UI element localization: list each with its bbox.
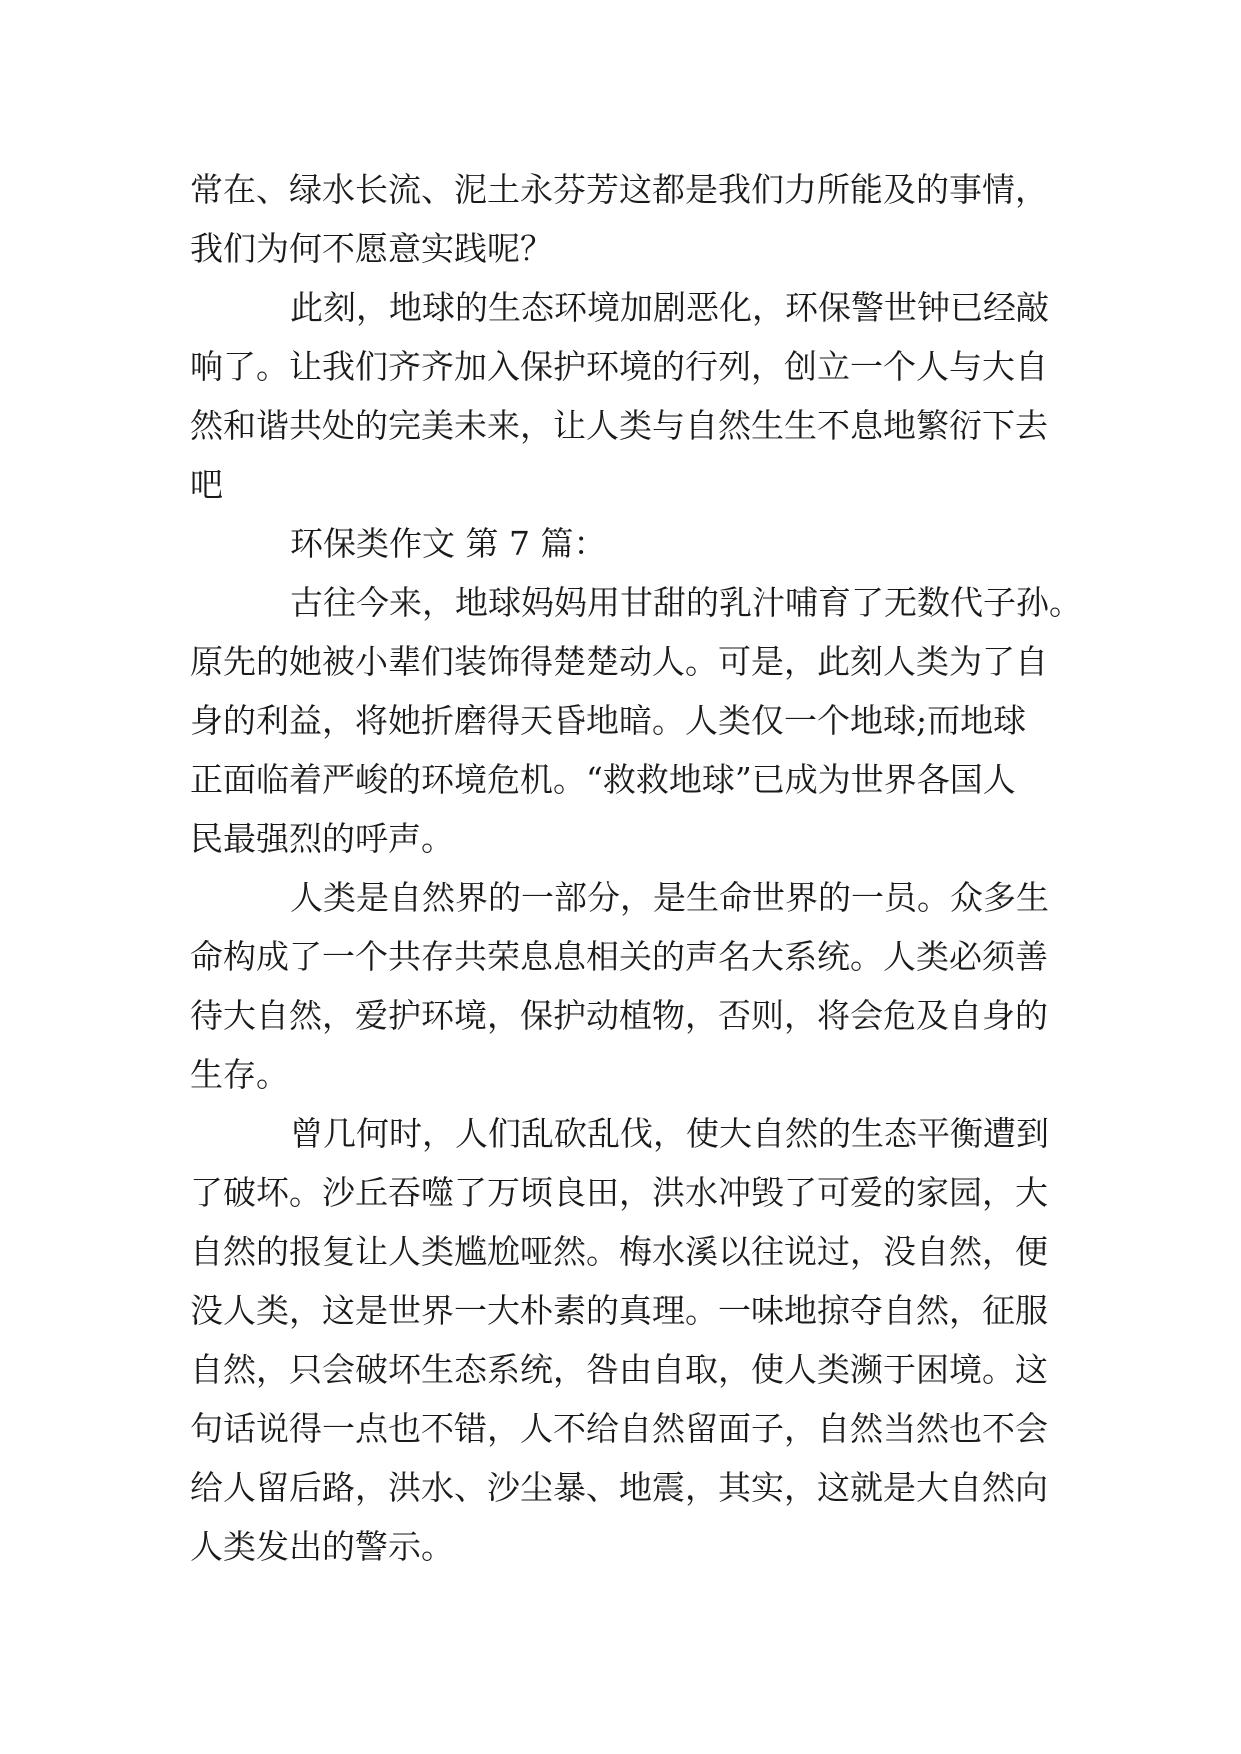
text-line: 吧 — [190, 465, 223, 504]
text-line: 了破坏。沙丘吞噬了万顷良田，洪水冲毁了可爱的家园，大 — [190, 1173, 1048, 1212]
text-line: 民最强烈的呼声。 — [190, 819, 454, 858]
text-line: 身的利益，将她折磨得天昏地暗。人类仅一个地球;而地球 — [190, 701, 1027, 740]
essay-text — [190, 160, 1082, 1576]
text-line: 给人留后路，洪水、沙尘暴、地震，其实，这就是大自然向 — [190, 1468, 1048, 1507]
text-line: 正面临着严峻的环境危机。“救救地球”已成为世界各国人 — [190, 760, 1016, 799]
paragraph-start-line: 人类是自然界的一部分，是生命世界的一员。众多生 — [290, 878, 1049, 917]
paragraph-start-line: 此刻，地球的生态环境加剧恶化，环保警世钟已经敲 — [290, 288, 1049, 327]
text-line: 常在、绿水长流、泥土永芬芳这都是我们力所能及的事情， — [190, 170, 1048, 209]
paragraph-start-line: 古往今来，地球妈妈用甘甜的乳汁哺育了无数代子孙。 — [290, 583, 1082, 622]
text-line: 句话说得一点也不错，人不给自然留面子，自然当然也不会 — [190, 1409, 1048, 1448]
paragraph-start-line: 曾几何时，人们乱砍乱伐，使大自然的生态平衡遭到 — [290, 1114, 1049, 1153]
text-line: 自然的报复让人类尴尬哑然。梅水溪以往说过，没自然，便 — [190, 1232, 1048, 1271]
text-line: 待大自然，爱护环境，保护动植物，否则，将会危及自身的 — [190, 996, 1048, 1035]
text-line: 生存。 — [190, 1055, 289, 1094]
text-line: 自然，只会破坏生态系统，咎由自取，使人类濒于困境。这 — [190, 1350, 1048, 1389]
text-line: 然和谐共处的完美未来，让人类与自然生生不息地繁衍下去 — [190, 406, 1048, 445]
section-heading: 环保类作文 第 7 篇： — [290, 524, 607, 563]
text-line: 没人类，这是世界一大朴素的真理。一味地掠夺自然，征服 — [190, 1291, 1048, 1330]
text-line: 原先的她被小辈们装饰得楚楚动人。可是，此刻人类为了自 — [190, 642, 1048, 681]
text-line: 人类发出的警示。 — [190, 1527, 454, 1566]
text-line: 命构成了一个共存共荣息息相关的声名大系统。人类必须善 — [190, 937, 1048, 976]
text-line: 响了。让我们齐齐加入保护环境的行列，创立一个人与大自 — [190, 347, 1048, 386]
text-line: 我们为何不愿意实践呢？ — [190, 229, 553, 268]
